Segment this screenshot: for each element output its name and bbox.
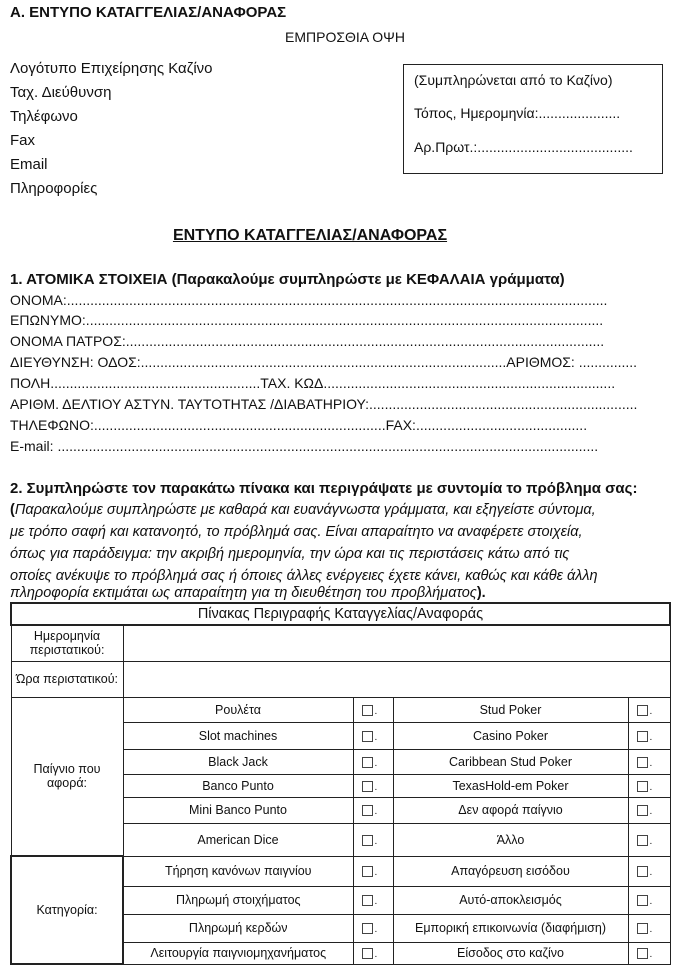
checkbox-icon xyxy=(362,805,373,816)
checkbox-casino-entry[interactable]: . xyxy=(628,942,670,964)
casino-box-note: (Συμπληρώνεται από το Καζίνο) xyxy=(414,72,613,88)
game-option-american-dice: American Dice xyxy=(123,823,353,856)
game-option-casino-poker: Casino Poker xyxy=(393,722,628,749)
game-option-no-game: Δεν αφορά παίγνιο xyxy=(393,797,628,823)
business-address-label: Ταχ. Διεύθυνση xyxy=(10,84,112,101)
category-label: Κατηγορία: xyxy=(11,856,123,964)
game-label: Παίγνιο που αφορά: xyxy=(11,697,123,856)
category-slot-operation: Λειτουργία παιγνιομηχανήματος xyxy=(123,942,353,964)
first-name-field[interactable]: ΟΝΟΜΑ:........................................................................................................................................... xyxy=(10,292,608,308)
checkbox-icon xyxy=(362,923,373,934)
checkbox-icon xyxy=(362,757,373,768)
section2-desc-line-3: όπως για παράδειγμα: την ακριβή ημερομηνία, την ώρα και τις περιστάσεις κάτω από τις xyxy=(10,546,570,562)
checkbox-icon xyxy=(637,757,648,768)
checkbox-icon xyxy=(362,705,373,716)
game-option-black-jack: Black Jack xyxy=(123,749,353,774)
checkbox-black-jack[interactable]: . xyxy=(353,749,393,774)
checkbox-roulette[interactable]: . xyxy=(353,697,393,722)
section2-desc-line-4: οποίες ανέκυψε το πρόβλημά σας ή όποιες άλλες ενέργειες έχετε κάνει, καθώς και κάθε άλλη xyxy=(10,568,598,584)
section2-desc-line-2: με τρόπο σαφή και κατανοητό, το πρόβλημά σας. Είναι απαραίτητο να αναφέρετε στοιχεία, xyxy=(10,524,583,540)
business-logo-label: Λογότυπο Επιχείρησης Καζίνο xyxy=(10,60,213,77)
checkbox-banco-punto[interactable]: . xyxy=(353,774,393,797)
checkbox-american-dice[interactable]: . xyxy=(353,823,393,856)
father-name-field[interactable]: ΟΝΟΜΑ ΠΑΤΡΟΣ:........................................................................................................................... xyxy=(10,333,605,349)
email-field[interactable]: E-mail: ........................................................................................................................................... xyxy=(10,438,599,454)
category-game-rules: Τήρηση κανόνων παιγνίου xyxy=(123,856,353,886)
checkbox-icon xyxy=(362,866,373,877)
city-postcode-field[interactable]: ΠΟΛΗ......................................................ΤΑΧ. ΚΩΔ........................................................................... xyxy=(10,375,616,391)
checkbox-stud-poker[interactable]: . xyxy=(628,697,670,722)
form-title: ΕΝΤΥΠΟ ΚΑΤΑΓΓΕΛΙΑΣ/ΑΝΑΦΟΡΑΣ xyxy=(172,227,448,244)
category-advertising: Εμπορική επικοινωνία (διαφήμιση) xyxy=(393,914,628,942)
checkbox-icon xyxy=(637,923,648,934)
checkbox-icon xyxy=(362,835,373,846)
business-fax-label: Fax xyxy=(10,132,36,149)
id-passport-field[interactable]: ΑΡΙΘΜ. ΔΕΛΤΙΟΥ ΑΣΤΥΝ. ΤΑΥΤΟΤΗΤΑΣ /ΔΙΑΒΑΤΗΡΙΟΥ:..................................................................... xyxy=(10,396,638,412)
checkbox-texas-holdem[interactable]: . xyxy=(628,774,670,797)
checkbox-icon xyxy=(362,781,373,792)
checkbox-game-rules[interactable]: . xyxy=(353,856,393,886)
game-option-stud-poker: Stud Poker xyxy=(393,697,628,722)
checkbox-icon xyxy=(637,731,648,742)
checkbox-self-exclusion[interactable]: . xyxy=(628,886,670,914)
last-name-field[interactable]: ΕΠΩΝΥΜΟ:..................................................................................................................................... xyxy=(10,312,604,328)
checkbox-icon xyxy=(637,835,648,846)
incident-date-label: Ημερομηνία περιστατικού: xyxy=(11,625,123,661)
category-winnings-payment: Πληρωμή κερδών xyxy=(123,914,353,942)
game-option-caribbean-stud: Caribbean Stud Poker xyxy=(393,749,628,774)
checkbox-slot-operation[interactable]: . xyxy=(353,942,393,964)
category-casino-entry: Είσοδος στο καζίνο xyxy=(393,942,628,964)
checkbox-casino-poker[interactable]: . xyxy=(628,722,670,749)
section2-heading: 2. Συμπληρώστε τον παρακάτω πίνακα και περιγράψατε με συντομία το πρόβλημα σας: xyxy=(10,480,638,497)
checkbox-icon xyxy=(637,866,648,877)
place-date-field[interactable]: Τόπος, Ημερομηνία:..................... xyxy=(414,105,621,121)
checkbox-icon xyxy=(362,948,373,959)
address-field[interactable]: ΔΙΕΥΘΥΝΣΗ: ΟΔΟΣ:..............................................................................................ΑΡΙΘΜΟΣ: ............... xyxy=(10,354,638,370)
casino-use-box xyxy=(403,64,663,174)
checkbox-icon xyxy=(362,731,373,742)
business-info-label: Πληροφορίες xyxy=(10,180,98,197)
checkbox-slot-machines[interactable]: . xyxy=(353,722,393,749)
checkbox-icon xyxy=(637,705,648,716)
checkbox-no-game[interactable]: . xyxy=(628,797,670,823)
section-a-heading: Α. ΕΝΤΥΠΟ ΚΑΤΑΓΓΕΛΙΑΣ/ΑΝΑΦΟΡΑΣ xyxy=(10,4,287,21)
checkbox-bet-payment[interactable]: . xyxy=(353,886,393,914)
business-phone-label: Τηλέφωνο xyxy=(10,108,78,125)
checkbox-icon xyxy=(637,948,648,959)
checkbox-other[interactable]: . xyxy=(628,823,670,856)
business-email-label: Email xyxy=(10,156,48,173)
checkbox-winnings-payment[interactable]: . xyxy=(353,914,393,942)
checkbox-caribbean-stud[interactable]: . xyxy=(628,749,670,774)
game-option-other: Άλλο xyxy=(393,823,628,856)
checkbox-icon xyxy=(637,895,648,906)
incident-time-input[interactable] xyxy=(123,661,670,697)
section1-heading: 1. ΑΤΟΜΙΚΑ ΣΤΟΙΧΕΙΑ (Παρακαλούμε συμπληρώστε με ΚΕΦΑΛΑΙΑ γράμματα) xyxy=(10,271,565,288)
table-title: Πίνακας Περιγραφής Καταγγελίας/Αναφοράς xyxy=(11,603,670,625)
category-bet-payment: Πληρωμή στοιχήματος xyxy=(123,886,353,914)
checkbox-icon xyxy=(637,805,648,816)
incident-time-label: Ώρα περιστατικού: xyxy=(11,661,123,697)
checkbox-entry-ban[interactable]: . xyxy=(628,856,670,886)
game-option-slot-machines: Slot machines xyxy=(123,722,353,749)
category-self-exclusion: Αυτό-αποκλεισμός xyxy=(393,886,628,914)
section2-desc-line-1: (Παρακαλούμε συμπληρώστε με καθαρά και ευανάγνωστα γράμματα, και εξηγείστε σύντομα, xyxy=(10,502,596,518)
checkbox-icon xyxy=(362,895,373,906)
incident-date-input[interactable] xyxy=(123,625,670,661)
game-option-roulette: Ρουλέτα xyxy=(123,697,353,722)
category-entry-ban: Απαγόρευση εισόδου xyxy=(393,856,628,886)
game-option-banco-punto: Banco Punto xyxy=(123,774,353,797)
protocol-number-field[interactable]: Αρ.Πρωτ.:........................................ xyxy=(414,139,633,155)
phone-fax-field[interactable]: ΤΗΛΕΦΩΝΟ:...........................................................................FAX:............................................ xyxy=(10,417,588,433)
game-option-mini-banco-punto: Mini Banco Punto xyxy=(123,797,353,823)
front-view-label: ΕΜΠΡΟΣΘΙΑ ΟΨΗ xyxy=(285,29,405,45)
checkbox-mini-banco-punto[interactable]: . xyxy=(353,797,393,823)
game-option-texas-holdem: TexasHold-em Poker xyxy=(393,774,628,797)
checkbox-advertising[interactable]: . xyxy=(628,914,670,942)
section2-desc-line-5: πληροφορία εκτιμάται ως απαραίτητη για τη διευθέτηση του προβλήματος). xyxy=(10,585,486,601)
complaint-table xyxy=(10,602,671,965)
checkbox-icon xyxy=(637,781,648,792)
